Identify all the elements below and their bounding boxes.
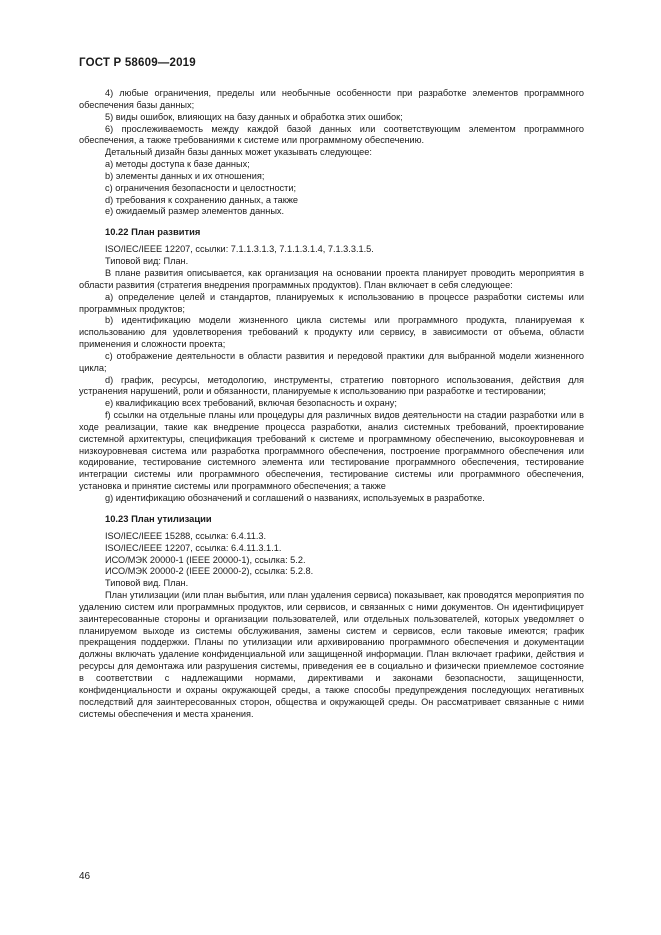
list-item: e) ожидаемый размер элементов данных. [105, 206, 285, 217]
reference-line: ИСО/МЭК 20000-1 (IEEE 20000-1), ссылка: 5.2. [105, 554, 306, 565]
reference-line: ISO/IEC/IEEE 15288, ссылка: 6.4.11.3. [105, 530, 267, 541]
list-item: a) методы доступа к базе данных; [105, 159, 250, 170]
list-item: c) ограничения безопасности и целостности; [105, 182, 297, 193]
list-item: b) элементы данных и их отношения; [105, 170, 265, 181]
paragraph: В плане развития описывается, как организация на основании проекта планирует проводить мероприятия в области развития (стратегия внедрения программных продуктов). План включает в себя следующее: [79, 267, 584, 290]
list-item: 6) прослеживаемость между каждой базой данных или соответствующим элементом программного обеспечения, а также требованиями к системе или программному обеспечению. [79, 123, 584, 146]
list-item: e) квалификацию всех требований, включая безопасность и охрану; [105, 398, 397, 409]
section-heading-development-plan: 10.22 План развития [105, 226, 201, 238]
list-item: c) отображение деятельности в области развития и передовой практики для выбранной модели жизненного цикла; [79, 350, 584, 373]
list-item: 5) виды ошибок, влияющих на базу данных и обработка этих ошибок; [105, 111, 403, 122]
reference-line: ИСО/МЭК 20000-2 (IEEE 20000-2), ссылка: 5.2.8. [105, 566, 314, 577]
list-item: d) график, ресурсы, методологию, инструменты, стратегию повторного использования, действия для устранения нарушений, роли и обязанности, планируемые к использованию при разработке и тестировании; [79, 374, 584, 397]
list-item: g) идентификацию обозначений и соглашений о названиях, используемых в разработке. [105, 493, 485, 503]
typical-view-line: Типовой вид. План. [105, 578, 189, 589]
list-item: f) ссылки на отдельные планы или процедуры для различных видов деятельности на стадии разработки или в ходе реализации, такие как внедрение процесса разработки, анализ системных требований, проектирование системной архитектуры, спецификация требований к системе и программному обеспечению, высокоуровневая и низкоуровневая система или разработка программного обеспечения, построение программного обеспечения или кодирование, тестирование системного элемента или тестирование программного обеспечения, тестирование интеграции системы или программного обеспечения, тестирование системы или программного обеспечения, установка и принятие системы или программного обеспечения; а также [79, 410, 584, 492]
reference-line: ISO/IEC/IEEE 12207, ссылки: 7.1.1.3.1.3, 7.1.1.3.1.4, 7.1.3.3.1.5. [105, 244, 374, 255]
page-number: 46 [79, 871, 91, 882]
paragraph: План утилизации (или план выбытия, или план удаления сервиса) показывает, как проводятся мероприятия по удалению систем или программных продуктов, или сервисов, и связанных с ними документов. Он идентифицирует заинтересованные стороны и организации пользователей, или отдельных пользователей, которых уведомляет о планируемом выходе из системы обслуживания, замены систем и сервисов, если таковые имеются; график прекращения поддержки. Планы по утилизации или архивированию программного обеспечения и документации должны включать удаление конфиденциальной или защищенной информации. План включает графики, действия и ресурсы для демонтажа или разрушения системы, приведения ее в социально и физически приемлемое состояние в соответствии с надлежащими нормами, директивами и законами безопасности, защищенности, конфиденциальности и охраны окружающей среды, а также способы предупреждения последующих негативных последствий для заинтересованных сторон, общества и окружающей среды. Он рассматривает связанные с ними системы обеспечения и места хранения. [79, 590, 584, 719]
list-item: b) идентификацию модели жизненного цикла системы или программного продукта, планируемая к использованию для удовлетворения требований к продукту или сервису, в зависимости от объема, области применения и сложности проекта; [79, 315, 584, 350]
document-code-header: ГОСТ Р 58609—2019 [79, 57, 196, 69]
paragraph: Детальный дизайн базы данных может указывать следующее: [105, 147, 372, 158]
list-item: a) определение целей и стандартов, планируемых к использованию в процессе разработки системы или программных продуктов; [79, 291, 584, 314]
reference-line: ISO/IEC/IEEE 12207, ссылка: 6.4.11.3.1.1. [105, 542, 282, 553]
page-content [79, 88, 584, 720]
list-item: d) требования к сохранению данных, а также [105, 194, 299, 205]
typical-view-line: Типовой вид: План. [105, 256, 189, 267]
list-item: 4) любые ограничения, пределы или необычные особенности при разработке элементов программного обеспечения базы данных; [79, 88, 584, 110]
section-heading-disposal-plan: 10.23 План утилизации [105, 512, 212, 524]
